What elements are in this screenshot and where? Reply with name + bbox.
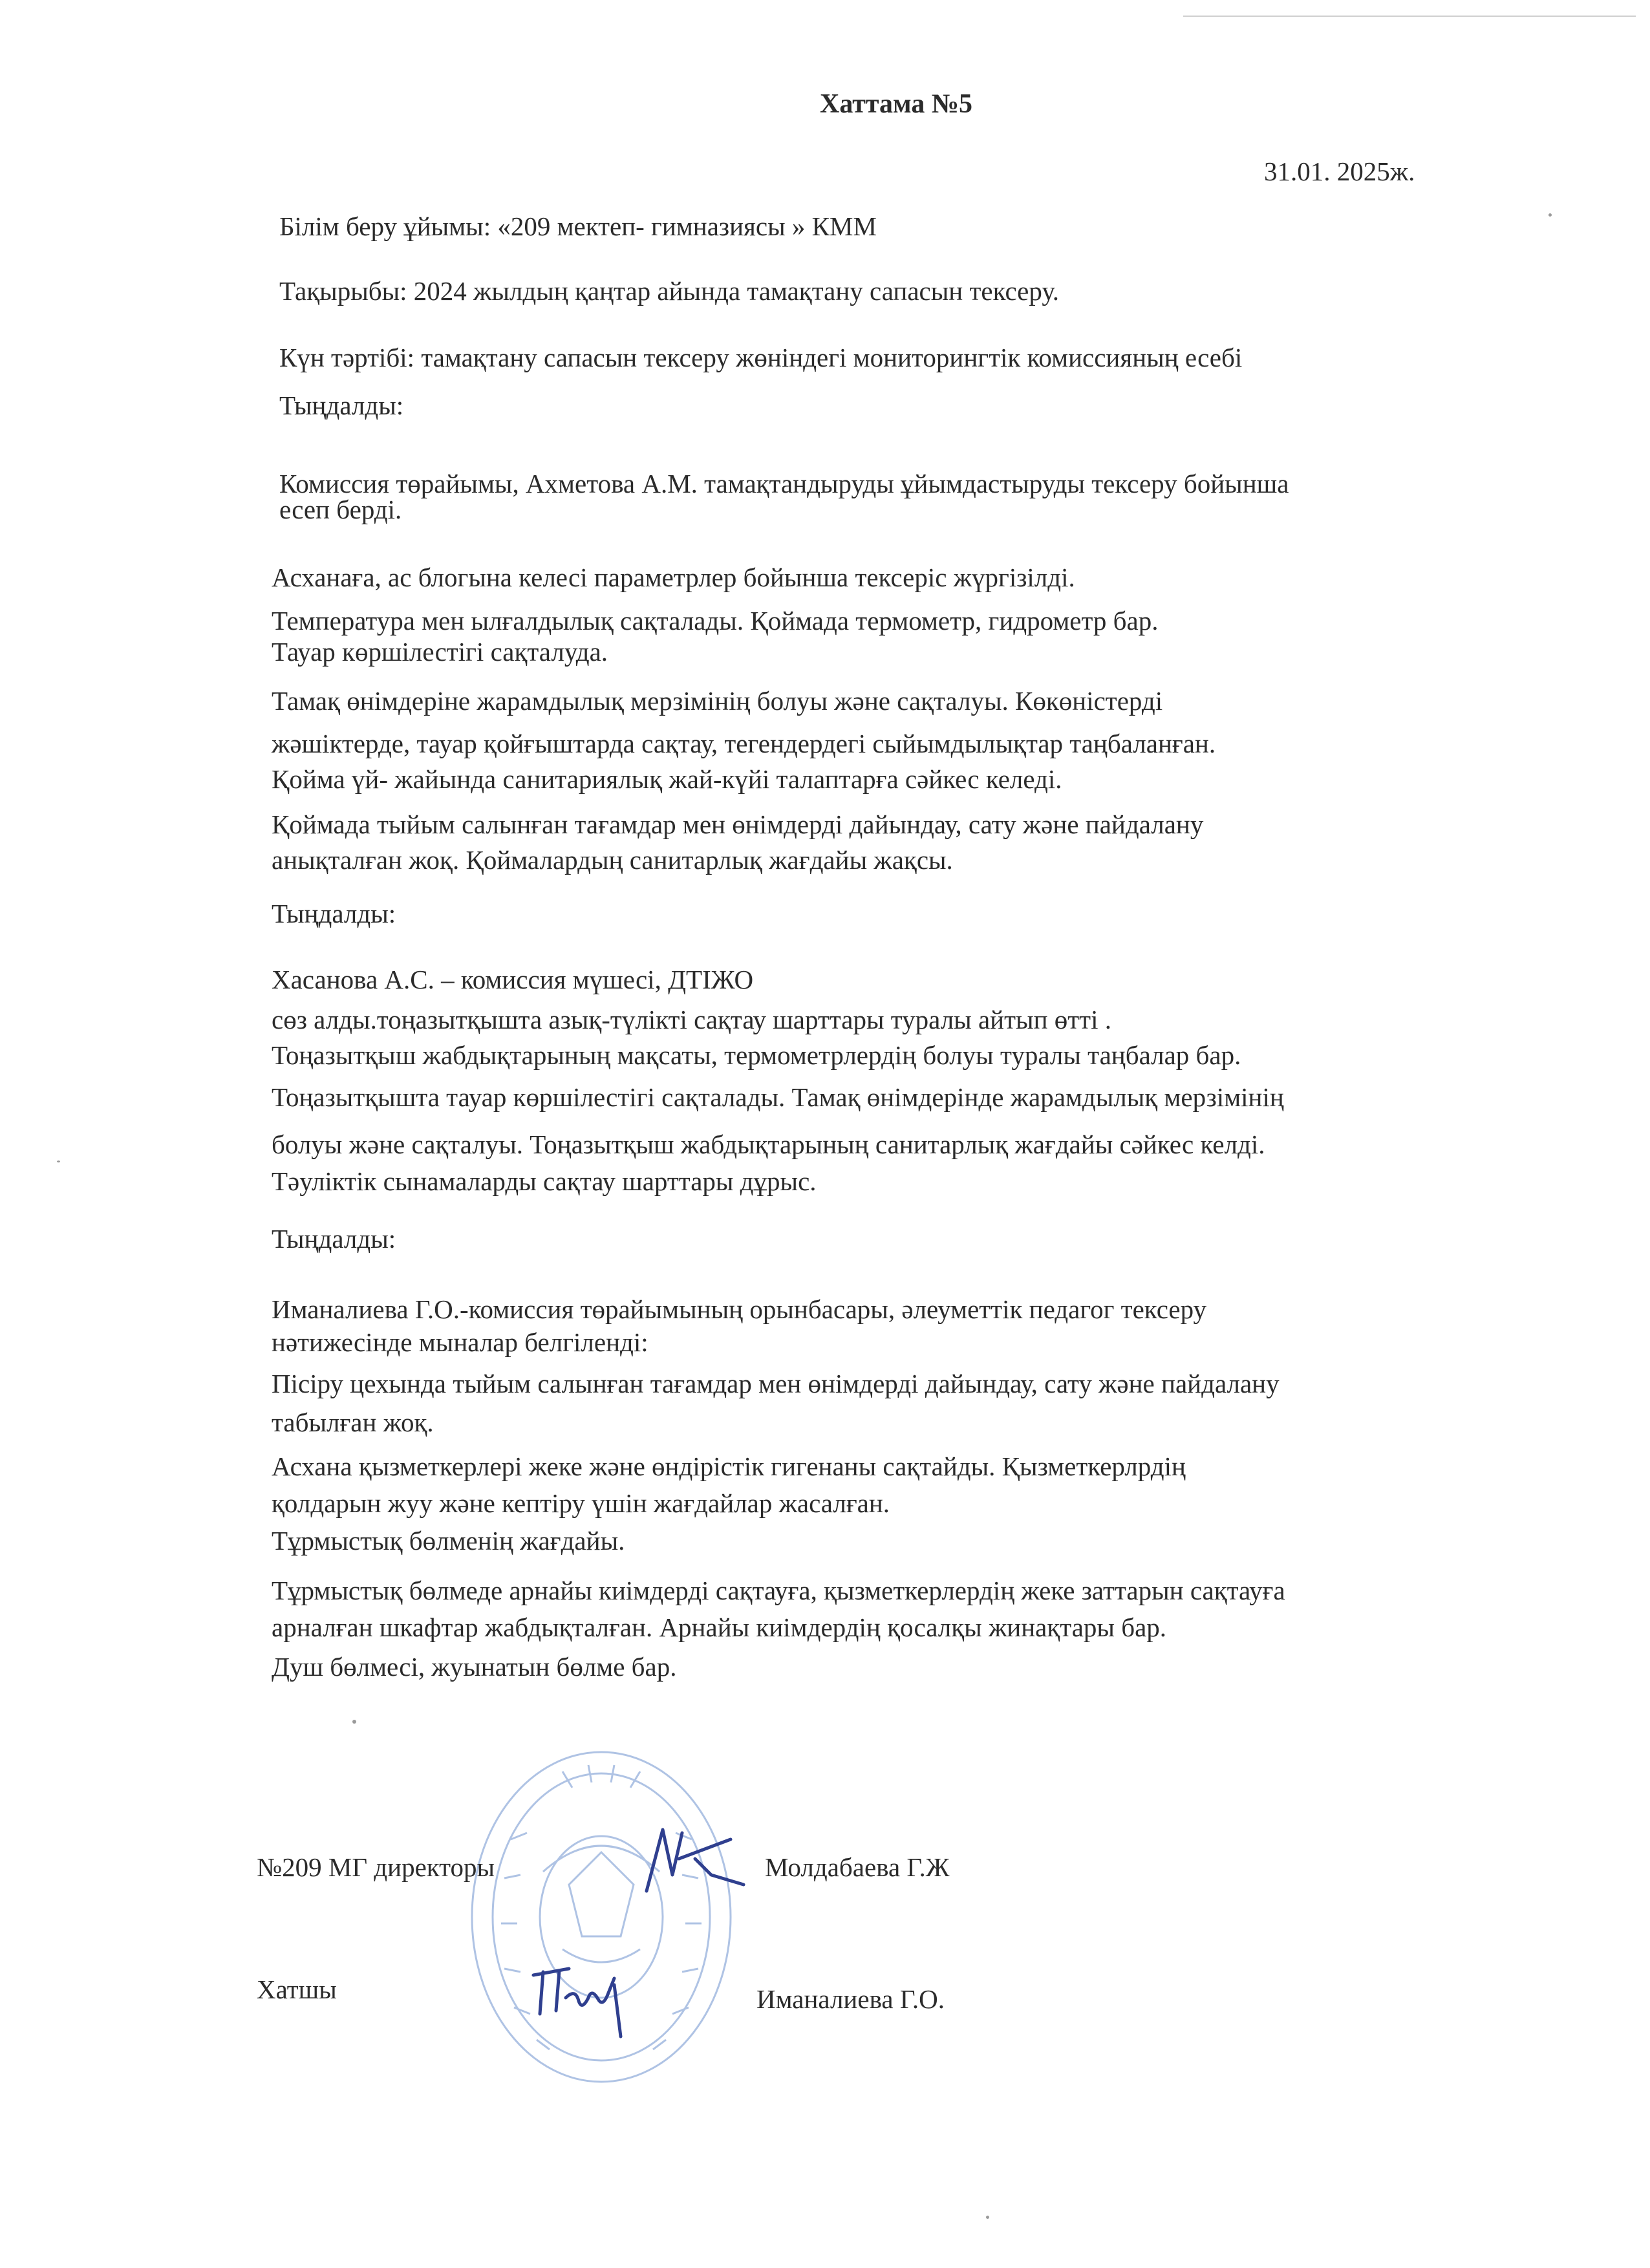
scan-speck — [57, 1161, 60, 1162]
secretary-label: Хатшы — [257, 1974, 337, 2004]
section1-line: Қойма үй- жайында санитариялық жай-күйі талаптарға сәйкес келеді. — [272, 764, 1062, 794]
section3-line: Иманалиева Г.О.-комиссия төрайымының орынбасары, әлеуметтік педагог тексеру — [272, 1294, 1207, 1324]
section1-line: Қоймада тыйым салынған тағамдар мен өнімдерді дайындау, сату және пайдалану — [272, 809, 1204, 839]
section2-line: болуы және сақталуы. Тоңазытқыш жабдықтарының санитарлық жағдайы сәйкес келді. — [272, 1129, 1265, 1159]
section3-line: табылған жоқ. — [272, 1407, 434, 1437]
secretary-signature — [517, 1952, 634, 2043]
heard-label-3: Тыңдалды: — [272, 1224, 396, 1254]
director-signature — [634, 1813, 756, 1904]
director-name: Молдабаева Г.Ж — [765, 1852, 950, 1882]
section1-line: Тамақ өнімдеріне жарамдылық мерзімінің болуы және сақталуы. Көкөністерді — [272, 686, 1163, 716]
section3-line: нәтижесінде мыналар белгіленді: — [272, 1327, 648, 1357]
secretary-name: Иманалиева Г.О. — [756, 1984, 945, 2014]
scan-fold-line — [1183, 16, 1636, 17]
section3-line: Пісіру цехында тыйым салынған тағамдар мен өнімдерді дайындау, сату және пайдалану — [272, 1369, 1280, 1398]
document-title: Хаттама №5 — [820, 89, 973, 119]
heard-label-1: Тыңдалды: — [279, 390, 404, 420]
section1-line: анықталған жоқ. Қоймалардың санитарлық жағдайы жақсы. — [272, 845, 953, 875]
section2-line: Тәуліктік сынамаларды сақтау шарттары дұрыс. — [272, 1166, 817, 1196]
section3-line: Асхана қызметкерлері жеке және өндірістік гигенаны сақтайды. Қызметкерлрдің — [272, 1451, 1186, 1481]
scan-speck — [1548, 213, 1552, 217]
section3-line: Душ бөлмесі, жуынатын бөлме бар. — [272, 1652, 677, 1682]
heard-label-2: Тыңдалды: — [272, 899, 396, 928]
agenda-line: Күн тәртібі: тамақтану сапасын тексеру жөніндегі мониторингтік комиссияның есебі — [279, 343, 1243, 372]
section3-line: Тұрмыстық бөлмеде арнайы киімдерді сақтауға, қызметкерлердің жеке заттарын сақтауға — [272, 1576, 1285, 1605]
section1-line: Асханаға, ас блогына келесі параметрлер бойынша тексеріс жүргізілді. — [272, 562, 1075, 592]
organization-line: Білім беру ұйымы: «209 мектеп- гимназиясы » КММ — [279, 211, 877, 241]
scan-speck — [986, 2216, 989, 2219]
section3-line: Тұрмыстық бөлменің жағдайы. — [272, 1526, 625, 1556]
section1-line: Комиссия төрайымы, Ахметова А.М. тамақтандыруды ұйымдастыруды тексеру бойынша — [279, 469, 1289, 498]
section1-line: Температура мен ылғалдылық сақталады. Қоймада термометр, гидрометр бар. — [272, 606, 1159, 636]
section2-line: Тоңазытқыш жабдықтарының мақсаты, термометрлердің болуы туралы таңбалар бар. — [272, 1040, 1241, 1070]
section3-line: арналған шкафтар жабдықталған. Арнайы киімдердің қосалқы жинақтары бар. — [272, 1612, 1167, 1642]
topic-line: Тақырыбы: 2024 жылдың қаңтар айында тамақтану сапасын тексеру. — [279, 276, 1059, 306]
section1-line: есеп берді. — [279, 495, 402, 524]
scan-speck — [352, 1720, 356, 1724]
section2-line: Тоңазытқышта тауар көршілестігі сақталады. Тамақ өнімдерінде жарамдылық мерзімінің — [272, 1082, 1284, 1112]
section1-line: жәшіктерде, тауар қойғыштарда сақтау, тегендердегі сыйымдылықтар таңбаланған. — [272, 729, 1216, 758]
section2-line: Хасанова А.С. – комиссия мүшесі, ДТІЖО — [272, 965, 754, 994]
section2-line: сөз алды.тоңазытқышта азық-түлікті сақтау шарттары туралы айтып өтті . — [272, 1005, 1111, 1034]
director-label: №209 МГ директоры — [257, 1852, 495, 1882]
document-date: 31.01. 2025ж. — [1264, 156, 1415, 186]
section3-line: қолдарын жуу және кептіру үшін жағдайлар жасалған. — [272, 1488, 890, 1518]
section1-line: Тауар көршілестігі сақталуда. — [272, 637, 608, 667]
